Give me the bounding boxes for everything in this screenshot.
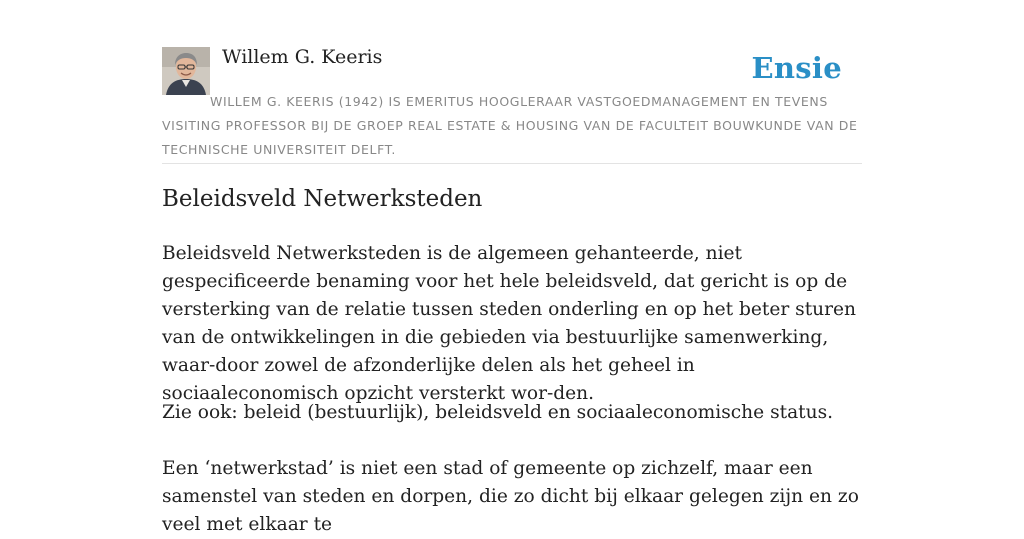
article-paragraph-definition: Beleidsveld Netwerksteden is de algemeen gehanteerde, niet gespecificeerde benaming voor het hele beleidsveld, dat gericht is op de versterking van de relatie tussen steden onderling en op het beter sturen van de ontwikkelingen in die gebieden via bestuurlijke samenwerking, waar-door zowel de afzonderlijke delen als het geheel in sociaaleconomisch opzicht versterkt wor-den. [162, 243, 857, 404]
author-avatar[interactable] [162, 47, 210, 95]
author-bio: WILLEM G. KEERIS (1942) IS EMERITUS HOOGLERAAR VASTGOEDMANAGEMENT EN TEVENS VISITING PROFESSOR BIJ DE GROEP REAL ESTATE & HOUSING VAN DE FACULTEIT BOUWKUNDE VAN DE TECHNISCHE UNIVERSITEIT DELFT. [162, 94, 858, 157]
author-name[interactable]: Willem G. Keeris [222, 46, 383, 68]
author-portrait-icon [162, 47, 210, 95]
ensie-logo[interactable]: Ensie [751, 51, 842, 85]
article-page [162, 0, 862, 535]
article-title: Beleidsveld Netwerksteden [162, 186, 483, 212]
header-divider [162, 163, 862, 164]
article-paragraph-netwerkstad: Een ‘netwerkstad’ is niet een stad of gemeente op zichzelf, maar een samenstel van steden en dorpen, die zo dicht bij elkaar gelegen zijn en zo veel met elkaar te [162, 458, 859, 535]
article-paragraph-see-also: Zie ook: beleid (bestuurlijk), beleidsveld en sociaaleconomische status. [162, 402, 834, 423]
